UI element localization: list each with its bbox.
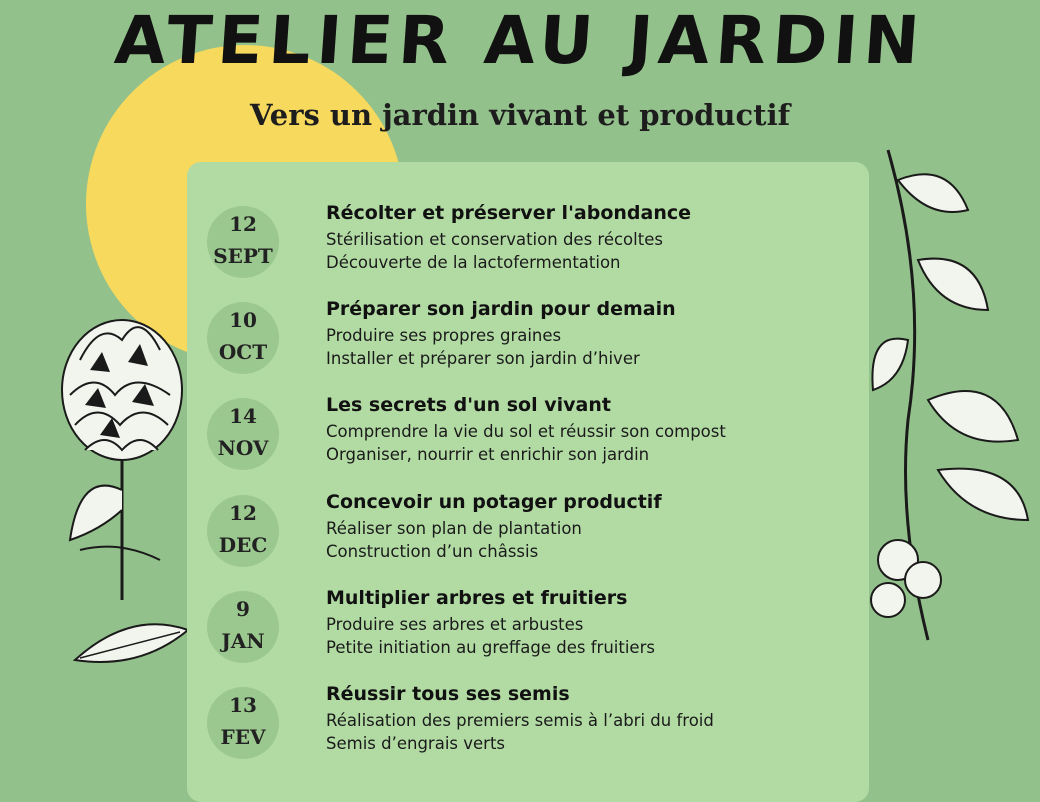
event-item (187, 162, 869, 272)
event-title: Réussir tous ses semis (326, 683, 570, 705)
event-detail: Réalisation des premiers semis à l’abri du froid (326, 711, 714, 730)
date-month: JAN (221, 629, 265, 653)
event-title: Préparer son jardin pour demain (326, 298, 676, 320)
event-detail: Comprendre la vie du sol et réussir son compost (326, 422, 726, 441)
event-detail: Produire ses arbres et arbustes (326, 615, 584, 634)
date-month: FEV (220, 725, 266, 749)
event-detail: Découverte de la lactofermentation (326, 253, 621, 272)
event-detail: Petite initiation au greffage des fruitiers (326, 638, 655, 657)
event-detail: Réaliser son plan de plantation (326, 519, 582, 538)
leaf-illustration (70, 600, 190, 690)
event-detail: Installer et préparer son jardin d’hiver (326, 349, 640, 368)
date-day: 13 (229, 693, 257, 717)
event-item (187, 547, 869, 657)
date-month: SEPT (213, 244, 273, 268)
schedule-panel (187, 162, 869, 802)
event-item (187, 451, 869, 561)
date-day: 9 (236, 597, 250, 621)
event-title: Les secrets d'un sol vivant (326, 394, 611, 416)
artichoke-illustration (40, 300, 200, 600)
event-item (187, 354, 869, 464)
event-detail: Stérilisation et conservation des récoltes (326, 230, 663, 249)
event-detail: Produire ses propres graines (326, 326, 562, 345)
date-badge (207, 687, 279, 759)
event-detail: Semis d’engrais verts (326, 734, 506, 753)
date-month: NOV (217, 436, 269, 460)
date-day: 12 (229, 501, 257, 525)
event-item (187, 643, 869, 753)
event-title: Multiplier arbres et fruitiers (326, 587, 628, 609)
event-detail: Construction d’un châssis (326, 542, 539, 561)
event-title: Récolter et préserver l'abondance (326, 202, 691, 224)
page-title: ATELIER AU JARDIN (112, 2, 928, 79)
fruit-branch-illustration (868, 140, 1040, 660)
date-month: DEC (218, 533, 268, 557)
event-detail: Organiser, nourrir et enrichir son jardin (326, 445, 650, 464)
date-month: OCT (218, 340, 268, 364)
date-day: 10 (229, 308, 257, 332)
date-day: 12 (229, 212, 257, 236)
date-day: 14 (229, 404, 257, 428)
event-item (187, 258, 869, 368)
event-title: Concevoir un potager productif (326, 491, 662, 513)
page-subtitle: Vers un jardin vivant et productif (249, 98, 791, 132)
